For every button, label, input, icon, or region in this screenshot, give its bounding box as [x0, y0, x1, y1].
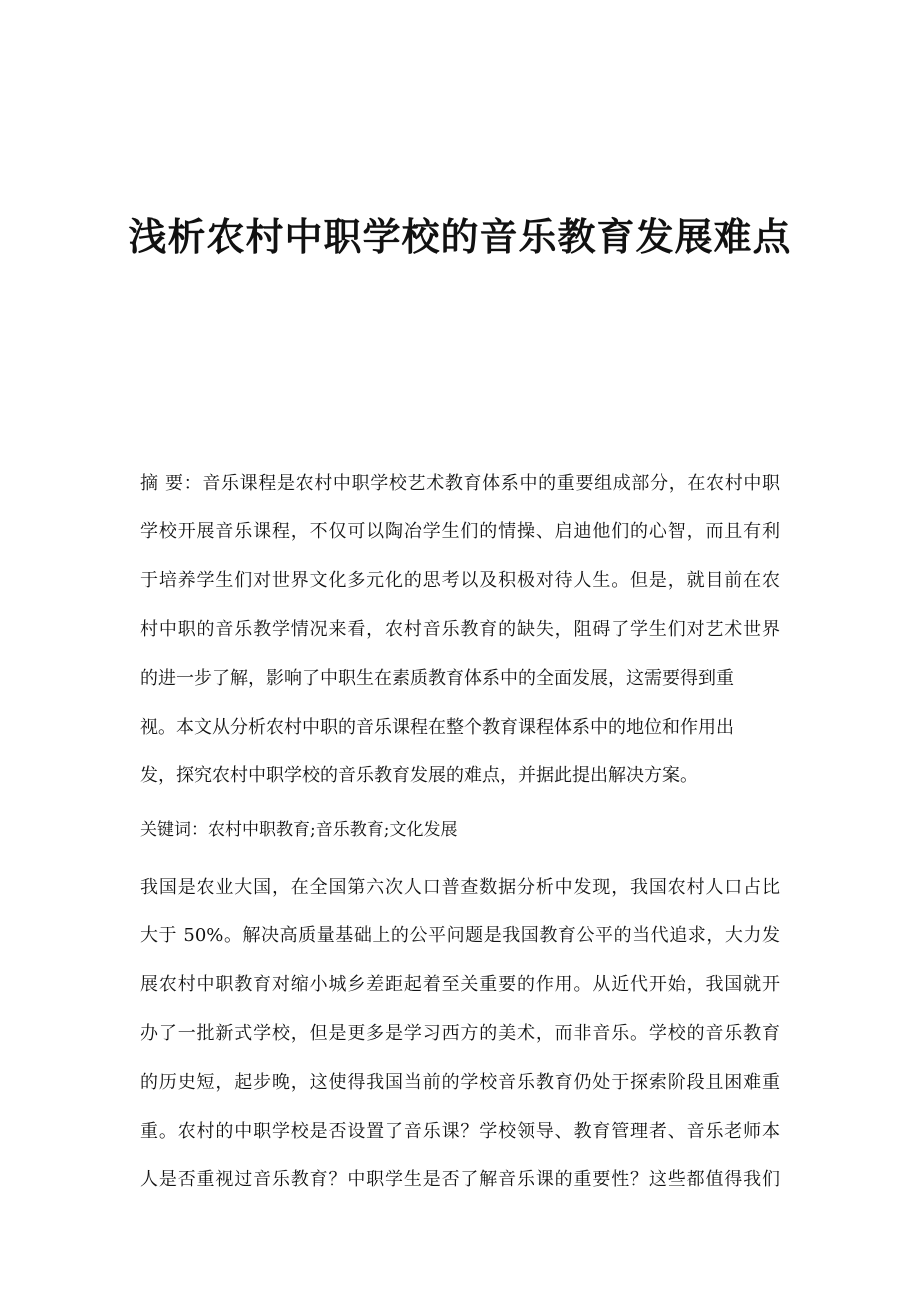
abstract-line: 村中职的音乐教学情况来看，农村音乐教育的缺失，阻碍了学生们对艺术世界 [140, 619, 780, 640]
abstract-line: 摘 要：音乐课程是农村中职学校艺术教育体系中的重要组成部分，在农村中职 [140, 473, 780, 494]
abstract-line: 的进一步了解，影响了中职生在素质教育体系中的全面发展，这需要得到重 [140, 668, 734, 689]
body-line: 办了一批新式学校，但是更多是学习西方的美术，而非音乐。学校的音乐教育 [140, 1023, 780, 1044]
body-line: 重。农村的中职学校是否设置了音乐课？学校领导、教育管理者、音乐老师本 [140, 1121, 780, 1142]
abstract-line: 发，探究农村中职学校的音乐教育发展的难点，并据此提出解决方案。 [140, 765, 698, 786]
body-line: 大于 50%。解决高质量基础上的公平问题是我国教育公平的当代追求，大力发 [140, 925, 780, 946]
body-line: 人是否重视过音乐教育？中职学生是否了解音乐课的重要性？这些都值得我们 [140, 1169, 780, 1190]
abstract-line: 视。本文从分析农村中职的音乐课程在整个教育课程体系中的地位和作用出 [140, 717, 734, 738]
abstract-line: 学校开展音乐课程，不仅可以陶冶学生们的情操、启迪他们的心智，而且有利 [140, 521, 780, 542]
abstract-line: 于培养学生们对世界文化多元化的思考以及积极对待人生。但是，就目前在农 [140, 570, 780, 591]
body-line: 的历史短，起步晚，这使得我国当前的学校音乐教育仍处于探索阶段且困难重 [140, 1072, 780, 1093]
document-title: 浅析农村中职学校的音乐教育发展难点 [128, 214, 792, 259]
keywords: 关键词：农村中职教育;音乐教育;文化发展 [140, 820, 458, 840]
body-line: 展农村中职教育对缩小城乡差距起着至关重要的作用。从近代开始，我国就开 [140, 974, 780, 995]
body-line: 我国是农业大国，在全国第六次人口普查数据分析中发现，我国农村人口占比 [140, 877, 780, 898]
